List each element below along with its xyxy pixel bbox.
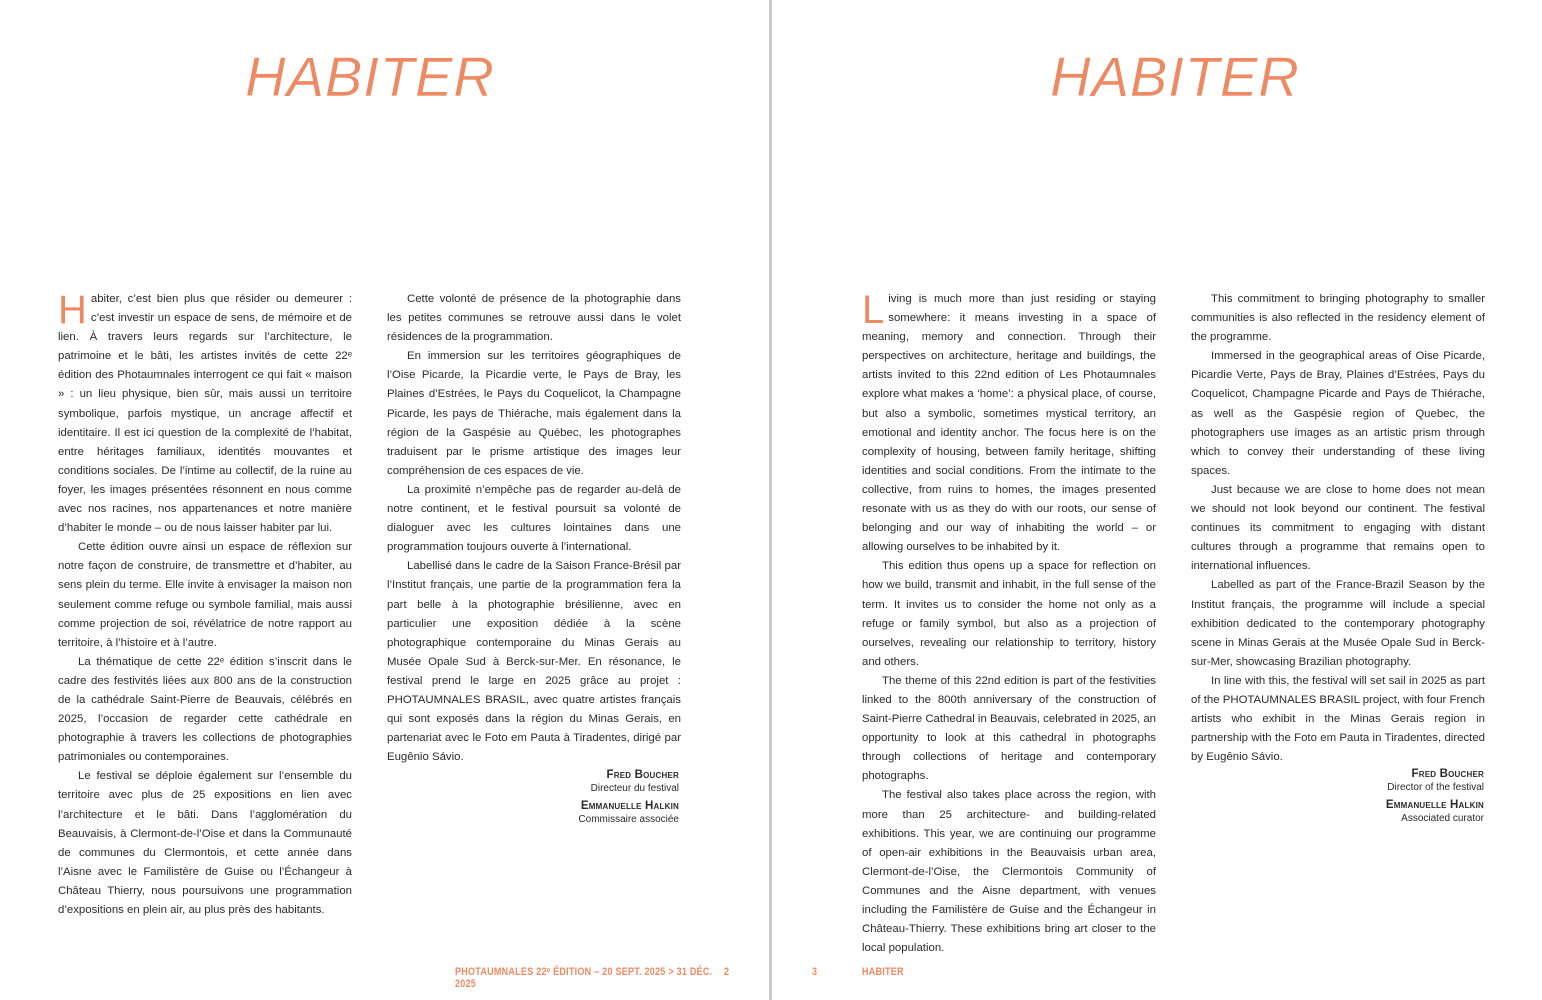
paragraph: Labelled as part of the France-Brazil Season by the Institut français, the programme will include a special exhibition dedicated to the contemporary photography scene in Minas Gerais at the Musée Opale Sud in Berck-sur-Mer, showcasing Brazilian photography. bbox=[1191, 579, 1485, 668]
signatory-name: Fred Boucher bbox=[606, 769, 679, 781]
paragraph: En immersion sur les territoires géographiques de l’Oise Picarde, la Picardie verte, le Pays de Bray, les Plaines d’Estrées, le Pays du Coquelicot, la Champagne Picarde, les pays de Thiérache, mais également dans la région de la Gaspésie au Québec, les photographes traduisent par le prisme artistique des images leur compréhension de ces espaces de vie. bbox=[387, 350, 681, 477]
paragraph: The theme of this 22nd edition is part of the festivities linked to the 800th anniversary of the construction of Saint-Pierre Cathedral in Beauvais, celebrated in 2025, an opportunity to look at this cathedral in photographs through collections of heritage and contemporary photographs. bbox=[862, 674, 1156, 783]
page-title: HABITER bbox=[1050, 45, 1300, 108]
paragraph: This commitment to bringing photography to smaller communities is also reflected in the residency element of the programme. bbox=[1191, 293, 1485, 344]
paragraph: Cette édition ouvre ainsi un espace de réflexion sur notre façon de construire, de transmettre et d’habiter, au sens plein du terme. Elle invite à envisager la maison non seulement comme refuge ou symbole familial, mais aussi comme projection de soi, révélatrice de notre rapport au territoire, à l’histoire et à l’autre. bbox=[58, 541, 352, 649]
text-column-1 bbox=[58, 290, 352, 920]
paragraph: Cette volonté de présence de la photographie dans les petites communes se retrouve aussi dans le volet résidences de la programmation. bbox=[387, 293, 681, 344]
paragraph: Just because we are close to home does not mean we should not look beyond our continent. The festival continues its commitment to engaging with distant cultures through a programme that remains open to international influences. bbox=[1191, 483, 1485, 573]
footer-running-head: HABITER bbox=[862, 966, 904, 978]
paragraph bbox=[862, 290, 1156, 557]
left-page bbox=[0, 0, 770, 1000]
signatory-role: Director of the festival bbox=[1387, 782, 1484, 793]
signature-block bbox=[385, 768, 679, 830]
paragraph: Immersed in the geographical areas of Oise Picarde, Picardie Verte, Pays de Bray, Plaines d’Estrées, Pays du Coquelicot, Champagne Picarde and Pays de Thiérache, as well as the Gaspésie region of Quebec, the photographers use images as an artistic prism through which to convey their understanding of these living spaces. bbox=[1191, 350, 1485, 477]
drop-cap: L bbox=[862, 288, 885, 332]
signatory-name: Emmanuelle Halkin bbox=[580, 800, 679, 812]
drop-cap: H bbox=[58, 288, 87, 332]
paragraph: Labellisé dans le cadre de la Saison France-Brésil par l’Institut français, une partie de la programmation fera la part belle à la photographie brésilienne, avec en particulier une exposition dédiée à la scène photographique contemporaine du Minas Gerais au Musée Opale Sud à Berck-sur-Mer. En résonance, le festival prend le large en 2025 grâce au projet : PHOTAUMNALES BRASIL, avec quatre artistes français qui sont exposés dans la région du Minas Gerais, en partenariat avec le Foto em Pauta à Tiradentes, dirigé par Eugênio Sávio. bbox=[387, 560, 681, 764]
text-column-1 bbox=[862, 290, 1156, 958]
paragraph: The festival also takes place across the region, with more than 25 architecture- and building-related exhibitions. This year, we are continuing our programme of open-air exhibitions in the Beauvaisis urban area, Clermont-de-l’Oise, the Clermontois Community of Communes and the Aisne department, with venues including the Familistère de Guise and the Échangeur in Château-Thierry. These exhibitions bring art closer to the local population. bbox=[862, 789, 1156, 955]
signatory-name: Emmanuelle Halkin bbox=[1385, 799, 1484, 811]
signatory-role: Directeur du festival bbox=[590, 783, 679, 794]
signatory-role: Commissaire associée bbox=[578, 814, 679, 825]
signature-block bbox=[1190, 767, 1484, 829]
text-column-2 bbox=[387, 290, 681, 767]
page-title: HABITER bbox=[245, 45, 495, 108]
paragraph: In line with this, the festival will set sail in 2025 as part of the PHOTAUMNALES BRASIL project, with four French artists who exhibit in the Minas Gerais region in partnership with the Foto em Pauta in Tiradentes, directed by Eugênio Sávio. bbox=[1191, 674, 1485, 764]
footer-running-head: PHOTAUMNALES 22ᵉ ÉDITION – 20 SEPT. 2025 > 31 DÉC. 2025 bbox=[455, 966, 713, 990]
paragraph: La thématique de cette 22ᵉ édition s’inscrit dans le cadre des festivités liées aux 800 ans de la construction de la cathédrale Saint-Pierre de Beauvais, célébrés en 2025, l’occasion de regarder cette cathédrale en photographie à travers les collections de photographies patrimoniales ou contemporaines. bbox=[58, 655, 352, 764]
paragraph: This edition thus opens up a space for reflection on how we build, transmit and inhabit, in the full sense of the term. It invites us to consider the home not only as a refuge or family symbol, but also as a projection of ourselves, revealing our relationship to territory, history and others. bbox=[862, 560, 1156, 668]
page-number: 3 bbox=[812, 966, 818, 978]
paragraph bbox=[58, 290, 352, 538]
right-page bbox=[772, 0, 1542, 1000]
paragraph: La proximité n’empêche pas de regarder au-delà de notre continent, et le festival poursuit sa volonté de dialoguer avec les cultures lointaines dans une programmation toujours ouverte à l’international. bbox=[387, 483, 681, 554]
page-number: 2 bbox=[724, 966, 730, 978]
signatory-name: Fred Boucher bbox=[1411, 768, 1484, 780]
paragraph: Le festival se déploie également sur l’ensemble du territoire avec plus de 25 expositions en lien avec l’architecture et le bâti. Dans l’agglomération du Beauvaisis, à Clermont-de-l’Oise et dans la Communauté de communes du Clermontois, et cette année dans l’Aisne avec le Familistère de Guise ou l’Échangeur à Château Thierry, nous poursuivons une programmation d’expositions en plein air, au plus près des habitants. bbox=[58, 770, 352, 916]
paragraph-text: iving is much more than just residing or staying somewhere: it means investing in a space of meaning, memory and connection. Through their perspectives on architecture, heritage and buildings, the artists invited to this 22nd edition of Les Photaumnales explore what makes a ‘home’: a physical place, of course, but also a symbolic, sometimes mystical territory, an emotional and identity anchor. The focus here is on the complexity of housing, between family heritage, shifting identities and social conditions. From the intimate to the collective, from ruins to homes, the images presented resonate with us as they do with our roots, our sense of belonging and our way of inhabiting the world – or allowing ourselves to be inhabited by it. bbox=[862, 293, 1156, 554]
paragraph-text: abiter, c’est bien plus que résider ou demeurer : c’est investir un espace de sens, de mémoire et de lien. À travers leurs regards sur l’architecture, le patrimoine et le bâti, les artistes invités de cette 22ᵉ édition des Photaumnales interrogent ce qui fait « maison » : un lieu physique, bien sûr, mais aussi un territoire symbolique, parfois mystique, un ancrage affectif et identitaire. Il est ici question de la complexité de l’habitat, entre héritages familiaux, identités mouvantes et conditions sociales. De l’intime au collectif, de la ruine au foyer, les images présentées résonnent en nous comme avec nos racines, nos appartenances et notre manière d’habiter le monde – ou de nous laisser habiter par lui. bbox=[58, 293, 352, 535]
text-column-2 bbox=[1191, 290, 1485, 767]
signatory-role: Associated curator bbox=[1401, 813, 1484, 824]
